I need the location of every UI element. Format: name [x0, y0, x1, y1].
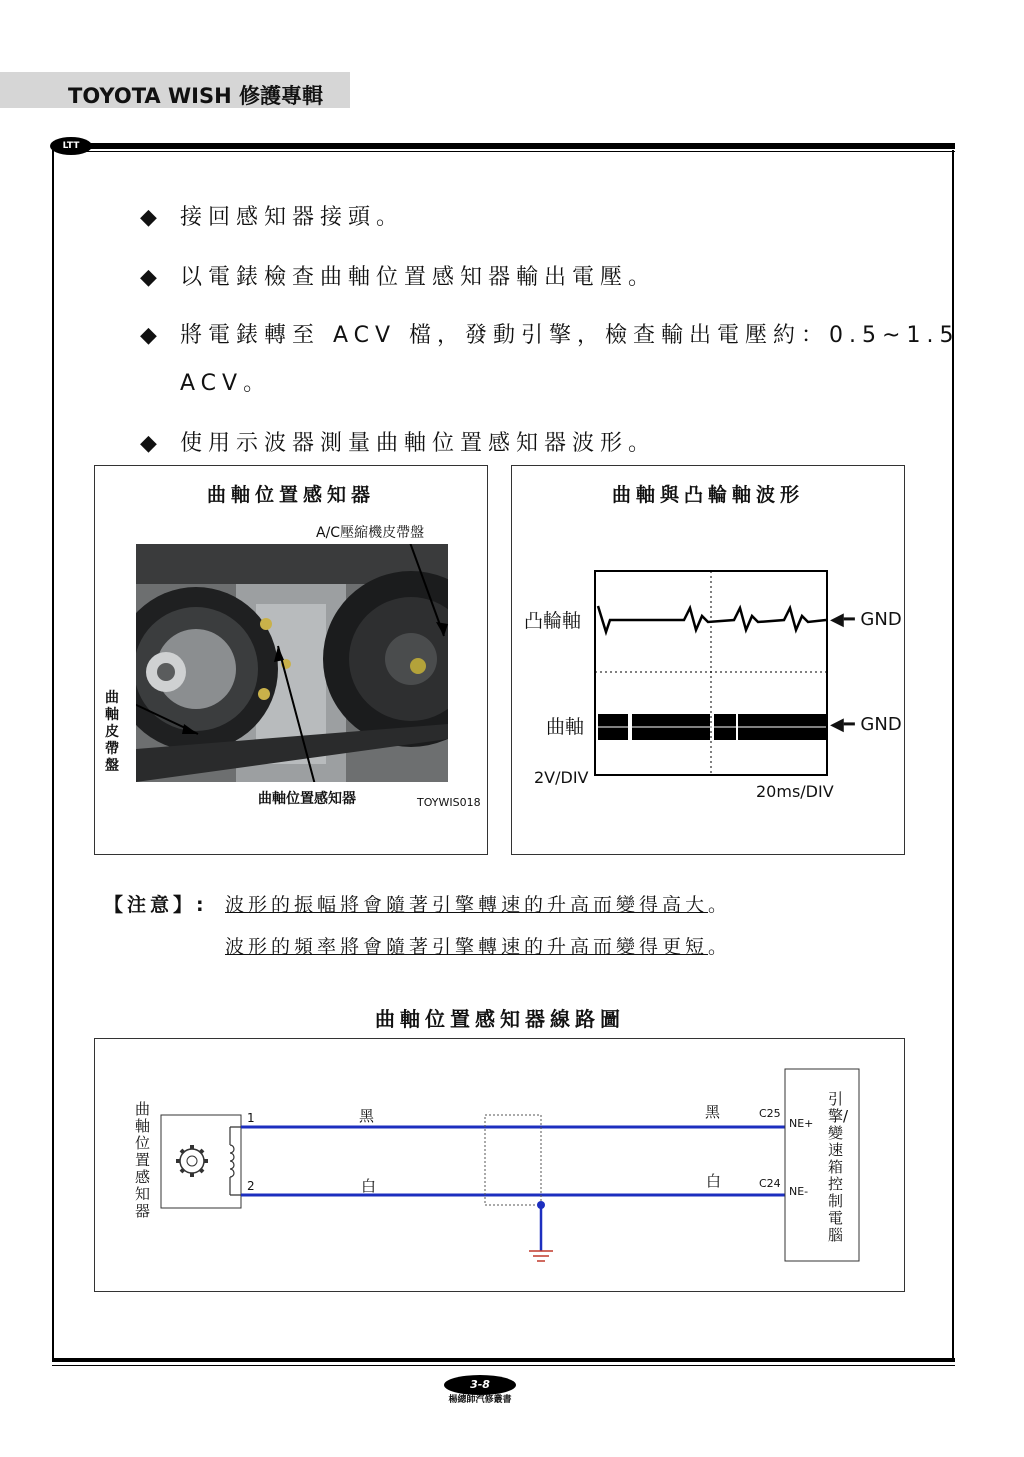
waveform-panel-title: 曲軸與凸輪軸波形	[611, 484, 804, 506]
wire1-color-right: 黑	[705, 1103, 721, 1121]
note-line-2	[225, 932, 727, 959]
header-title: TOYOTA WISH 修護專輯	[68, 84, 323, 108]
page-number-badge: 3-8	[444, 1375, 516, 1395]
note-line-1-text: 波形的振幅將會隨著引擎轉速的升高而變得高大	[225, 894, 709, 916]
volt-div-label: 2V/DIV	[534, 768, 589, 787]
bullet-2	[140, 260, 656, 291]
pin-2: 2	[247, 1179, 255, 1193]
note-line-2-text: 波形的頻率將會隨著引擎轉速的升高而變得更短	[225, 936, 709, 958]
gnd-marker-2	[830, 714, 902, 735]
ground-icon	[529, 1251, 553, 1261]
note-line-2-period: 。	[708, 936, 728, 958]
note-line-1	[225, 890, 727, 917]
top-rule-thin	[85, 151, 955, 152]
publisher-logo-top: LTT	[50, 137, 92, 155]
left-arrow-icon: ◀━	[830, 609, 855, 630]
ne-plus-label: NE+	[789, 1117, 814, 1130]
time-div-label: 20ms/DIV	[756, 782, 834, 801]
cam-label: 凸輪軸	[524, 610, 582, 632]
bullet-2-text: 以電錶檢查曲軸位置感知器輸出電壓。	[180, 265, 657, 290]
bottom-rule	[52, 1358, 955, 1362]
ac-pulley-label: A/C壓縮機皮帶盤	[316, 525, 425, 541]
diamond-bullet-icon: ◆	[140, 431, 157, 456]
bullet-1	[140, 200, 404, 231]
circuit-title: 曲軸位置感知器線路圖	[375, 1007, 625, 1031]
bullet-4	[140, 426, 656, 457]
sensor-panel-title: 曲軸位置感知器	[206, 484, 375, 506]
oscilloscope-screen	[594, 570, 830, 780]
bullet-3	[140, 318, 959, 349]
bullet-3-continuation: ACV。	[180, 371, 272, 396]
bullet-4-text: 使用示波器測量曲軸位置感知器波形。	[180, 431, 657, 456]
waveform-panel	[511, 465, 905, 855]
pin-c24: C24	[759, 1177, 781, 1190]
note-label: 【注意】:	[104, 894, 208, 916]
frame-left	[52, 150, 54, 1362]
bottom-rule-thin	[52, 1365, 955, 1366]
gnd-label-1: GND	[860, 609, 902, 630]
circuit-diagram	[95, 1039, 904, 1291]
sensor-photo-panel	[94, 465, 488, 855]
diamond-bullet-icon: ◆	[140, 205, 157, 230]
ne-minus-label: NE-	[789, 1185, 809, 1198]
circuit-panel	[94, 1038, 905, 1292]
image-code: TOYWIS018	[417, 796, 481, 809]
diamond-bullet-icon: ◆	[140, 265, 157, 290]
wire2-color-left: 白	[361, 1177, 377, 1195]
bullet-1-text: 接回感知器接頭。	[180, 205, 405, 230]
engine-photo	[136, 544, 448, 782]
circuit-sensor-label: 曲軸位置感知器	[135, 1100, 151, 1220]
top-rule	[85, 143, 955, 149]
crank-pulley-label: 曲軸皮帶盤	[105, 690, 119, 774]
bullet-3-text: 將電錶轉至 ACV 檔，發動引擎，檢查輸出電壓約：0.5~1.5	[180, 323, 960, 348]
pin-1: 1	[247, 1111, 255, 1125]
crank-label: 曲軸	[546, 716, 585, 738]
diamond-bullet-icon: ◆	[140, 323, 157, 348]
wire2-color-right: 白	[706, 1172, 722, 1190]
publisher-name: 楊總帥汽修叢書	[448, 1395, 512, 1405]
gnd-label-2: GND	[860, 714, 902, 735]
gnd-marker-1	[830, 609, 902, 630]
circuit-ecu-label: 引擎/變速箱控制電腦	[828, 1090, 849, 1244]
wire1-color-left: 黑	[359, 1107, 375, 1125]
sensor-label: 曲軸位置感知器	[258, 791, 356, 807]
note-line-1-period: 。	[708, 894, 728, 916]
left-arrow-icon: ◀━	[830, 714, 855, 735]
pin-c25: C25	[759, 1107, 781, 1120]
